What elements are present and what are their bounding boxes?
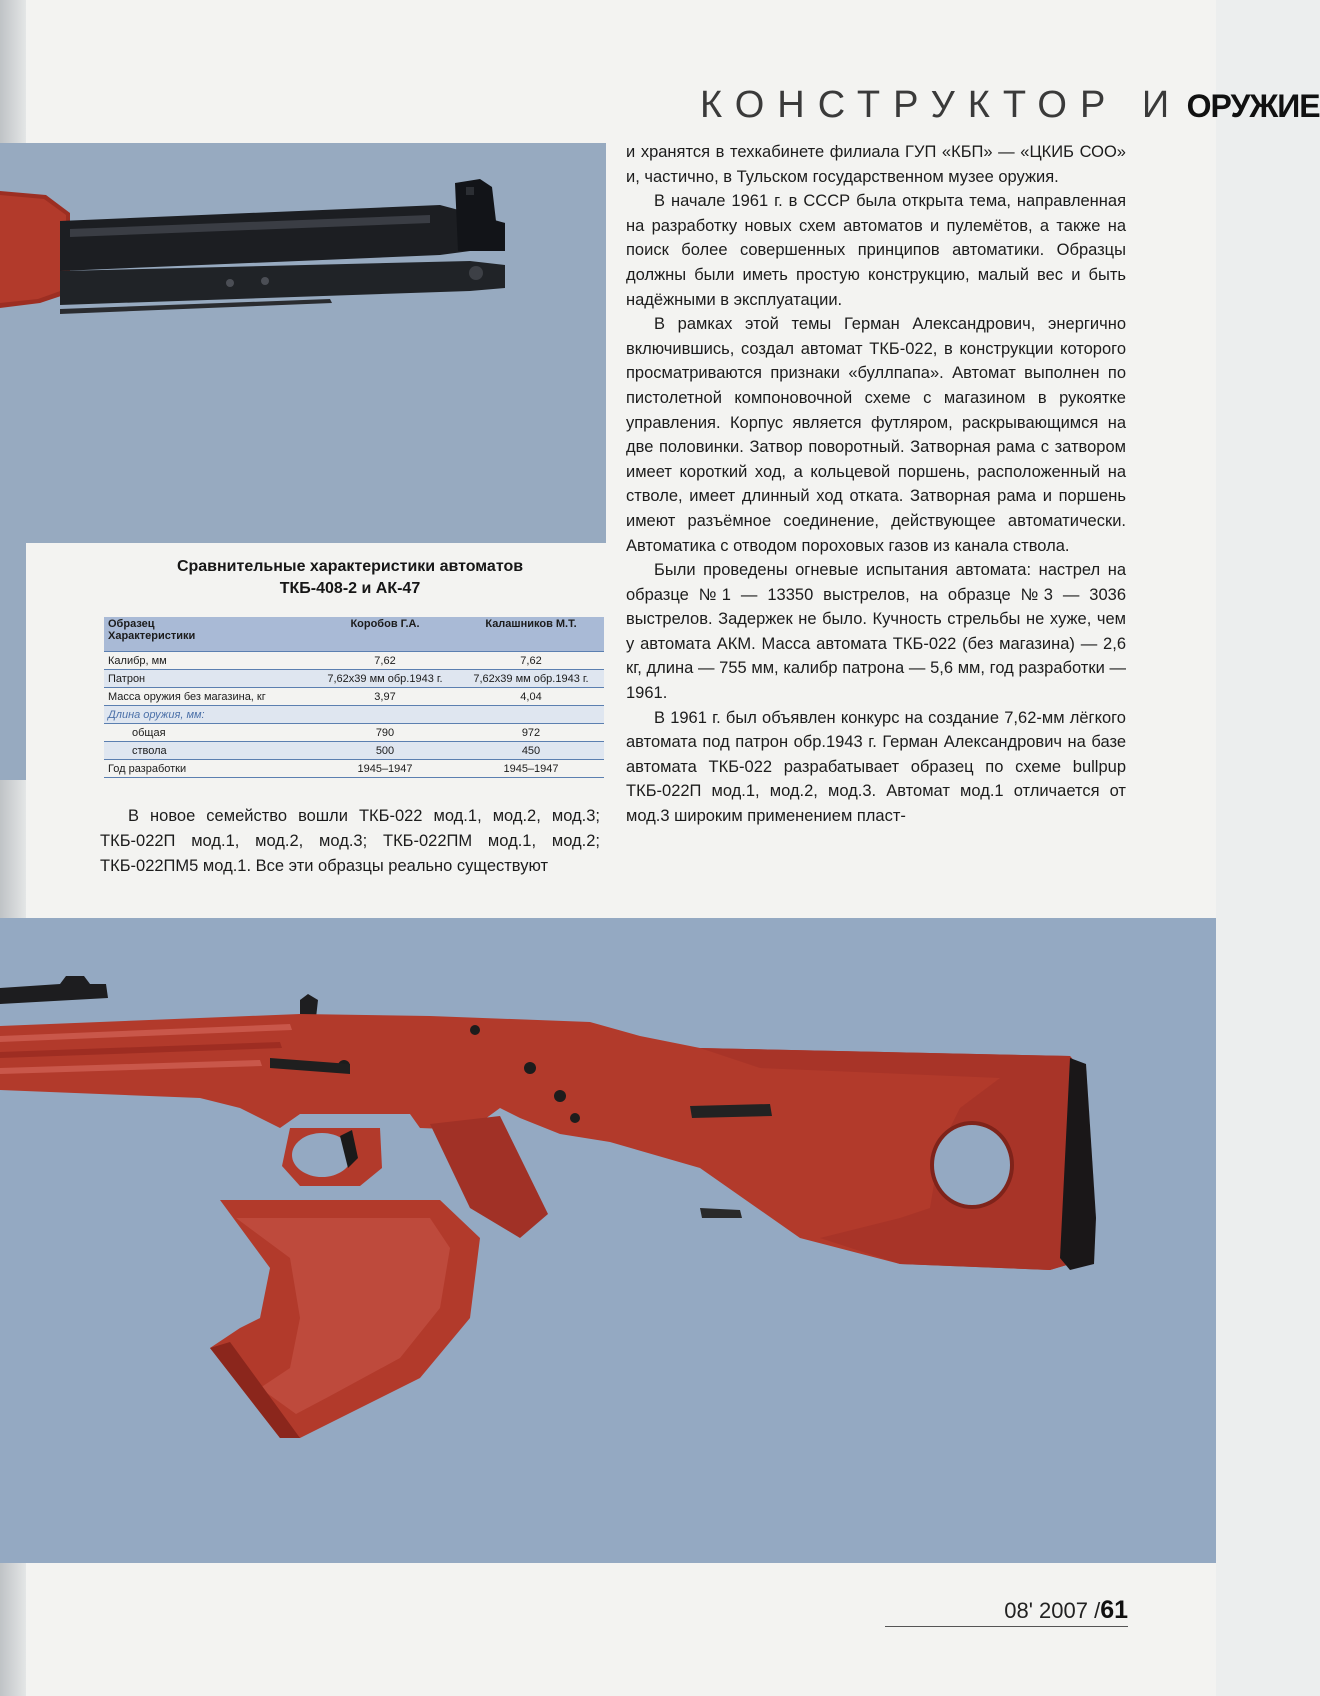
photo-rifle-stock (0, 918, 1216, 1563)
footer-rule (885, 1626, 1128, 1627)
photo-rifle-front (0, 143, 606, 543)
row-value-a (312, 706, 458, 724)
right-paragraph-3: В рамках этой темы Герман Александрович, энергично включившись, создал автомат ТКБ-022, в конструкции которого просматриваются признаки «буллпапа». Автомат выполнен по пистолетной компоновочной схеме с магазином в рукоятке управления. Корпус является футляром, раскрывающимся на две половинки. Затвор поворотный. Затворная рама с затвором имеет короткий ход, а кольцевой поршень, расположенный на стволе, имеет длинный ход отката. Затворная рама и поршень имеют разъёмное соединение, действующее автоматически. Автоматика с отводом пороховых газов из канала ствола. (626, 315, 1126, 555)
table-title-line2: ТКБ-408-2 и АК-47 (279, 580, 421, 597)
table-title-line1: Сравнительные характеристики автоматов (176, 558, 524, 575)
row-label: Калибр, мм (104, 652, 312, 670)
table-section-row (104, 706, 604, 724)
left-paragraph-1: В новое семейство вошли ТКБ-022 мод.1, мод.2, мод.3; ТКБ-022П мод.1, мод.2, мод.3; ТКБ-022ПМ мод.1, мод.2; ТКБ-022ПМ5 мод.1. Все эти образцы реально существуют (100, 807, 600, 875)
photo-strip-left (0, 540, 26, 780)
row-label: общая (104, 724, 312, 742)
page-number: 61 (1100, 1596, 1128, 1624)
row-label: Масса оружия без магазина, кг (104, 688, 312, 706)
header-title-light: КОНСТРУКТОР И (700, 84, 1183, 126)
row-value-a: 1945–1947 (312, 760, 458, 778)
right-column-text (626, 140, 1126, 829)
row-label: ствола (104, 742, 312, 760)
right-paragraph-5: В 1961 г. был объявлен конкурс на создание 7,62-мм лёгкого автомата под патрон обр.1943 г. Герман Александрович на базе автомата ТКБ-022 разрабатывает образец по схеме bullpup ТКБ-022П мод.1, мод.2, мод.3. Автомат мод.1 отличается от мод.3 широким применением пласт- (626, 708, 1126, 826)
row-label: Длина оружия, мм: (104, 706, 312, 724)
right-paragraph-4: Были проведены огневые испытания автомата: настрел на образце №1 — 13350 выстрелов, на образце №3 — 3036 выстрелов. Задержек не было. Кучность стрельбы не хуже, чем у автомата АКМ. Масса автомата ТКБ-022 (без магазина) — 2,6 кг, длина — 755 мм, калибр патрона — 5,6 мм, год разработки — 1961. (626, 561, 1126, 703)
issue-number: 08' 2007 / (1004, 1598, 1101, 1623)
table-header-row (104, 617, 604, 652)
table-row (104, 724, 604, 742)
table-header-characteristics: Характеристики (108, 630, 196, 642)
row-value-a: 7,62 (312, 652, 458, 670)
right-paragraph-2: В начале 1961 г. в СССР была открыта тема, направленная на разработку новых схем автоматов и пулемётов, а также на поиск более совершенных принципов автоматики. Образцы должны были иметь простую конструкцию, малый вес и быть надёжными в эксплуатации. (626, 192, 1126, 309)
page-footer (960, 1596, 1128, 1625)
table-header-sample: Образец (108, 618, 155, 630)
right-paragraph-1: и хранятся в техкабинете филиала ГУП «КБП» — «ЦКИБ СОО» и, частично, в Тульском государственном музее оружия. (626, 143, 1126, 186)
table-row (104, 760, 604, 778)
row-label: Год разработки (104, 760, 312, 778)
table-row (104, 670, 604, 688)
table-header-korobov: Коробов Г.А. (312, 617, 458, 652)
spec-table (104, 617, 604, 778)
row-label: Патрон (104, 670, 312, 688)
row-value-b: 7,62 (458, 652, 604, 670)
table-header-kalashnikov: Калашников М.Т. (458, 617, 604, 652)
row-value-b: 1945–1947 (458, 760, 604, 778)
row-value-a: 790 (312, 724, 458, 742)
table-title (100, 556, 600, 600)
row-value-b: 972 (458, 724, 604, 742)
table-header-label (104, 617, 312, 652)
row-value-a: 500 (312, 742, 458, 760)
table-row (104, 688, 604, 706)
row-value-a: 3,97 (312, 688, 458, 706)
section-header (700, 84, 1320, 132)
table-row (104, 742, 604, 760)
row-value-b: 450 (458, 742, 604, 760)
row-value-b: 4,04 (458, 688, 604, 706)
row-value-b: 7,62х39 мм обр.1943 г. (458, 670, 604, 688)
left-column-text (100, 804, 600, 879)
row-value-a: 7,62х39 мм обр.1943 г. (312, 670, 458, 688)
table-row (104, 652, 604, 670)
header-title-bold: ОРУЖИЕ (1186, 88, 1320, 124)
row-value-b (458, 706, 604, 724)
